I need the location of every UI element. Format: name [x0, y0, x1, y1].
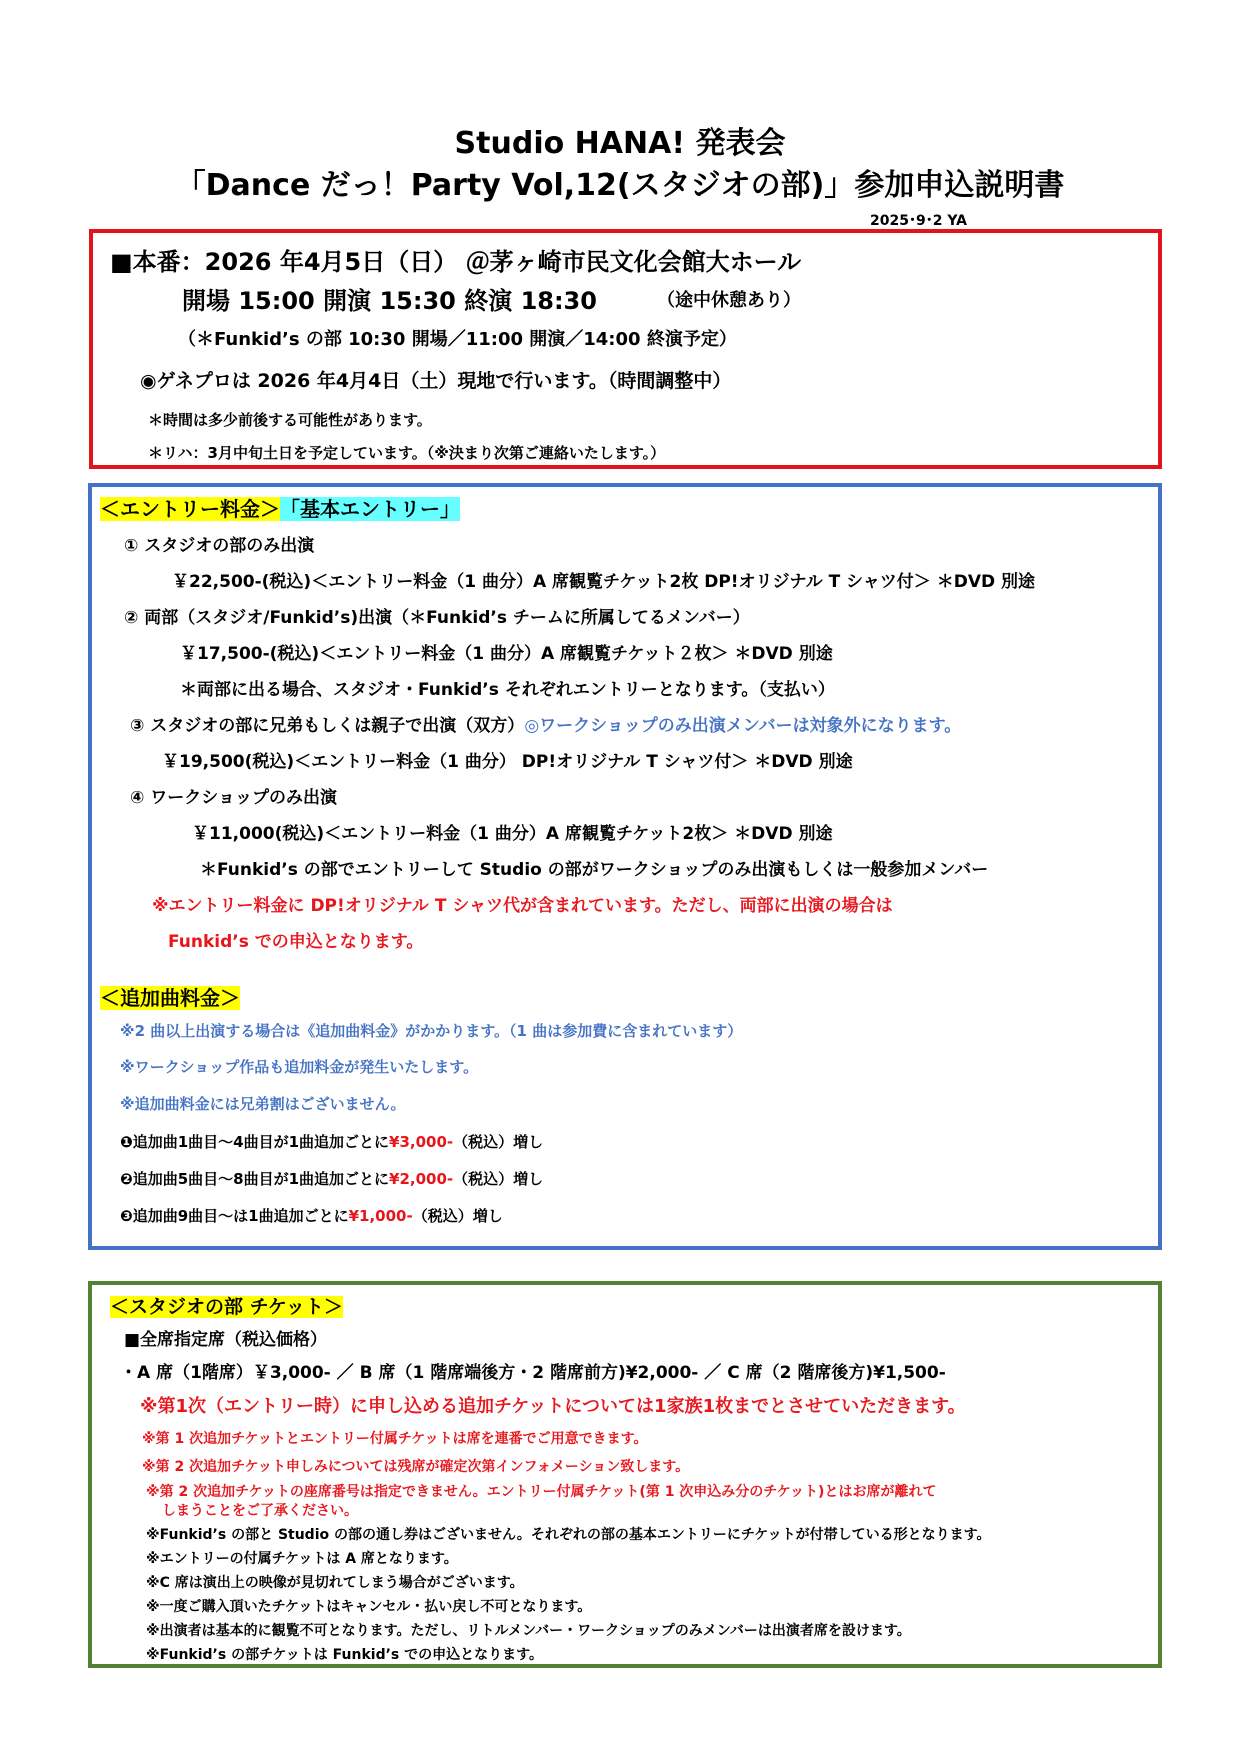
- entry-item-3-title: ③ スタジオの部に兄弟もしくは親子で出演（双方）: [130, 716, 525, 736]
- additional-row-1-text: ❶追加曲1曲目～4曲目が1曲追加ごとに: [120, 1133, 390, 1151]
- ticket-heading: ＜スタジオの部 チケット＞: [110, 1296, 343, 1318]
- additional-row-2-text: ❷追加曲5曲目～8曲目が1曲追加ごとに: [120, 1170, 390, 1188]
- entry-item-3-price: ￥19,500(税込)＜エントリー料金（1 曲分） DP!オリジナル T シャツ付＞ ＊DVD 別途: [162, 752, 853, 772]
- ticket-prices: ・A 席（1階席）￥3,000- ／ B 席（1 階席端後方・2 階席前方)¥2,000- ／ C 席（2 階席後方)¥1,500-: [120, 1363, 946, 1383]
- show-times-note: （途中休憩あり）: [657, 290, 801, 311]
- additional-row-1-suffix: （税込）増し: [453, 1133, 544, 1151]
- additional-note-1: ※2 曲以上出演する場合は《追加曲料金》がかかります。（1 曲は参加費に含まれています）: [120, 1022, 743, 1040]
- ticket-red-note-3a: ※第 2 次追加チケットの座席番号は指定できません。エントリー付属チケット(第 1 次申込み分のチケット)とはお席が離れて: [146, 1484, 937, 1500]
- ticket-note-4: ※一度ご購入頂いたチケットはキャンセル・払い戻し不可となります。: [146, 1599, 592, 1615]
- funkids-times: （＊Funkid’s の部 10:30 開場／11:00 開演／14:00 終演予定）: [178, 329, 737, 350]
- note-time: ＊時間は多少前後する可能性があります。: [148, 411, 432, 429]
- ticket-note-6: ※Funkid’s の部チケットは Funkid’s での申込となります。: [146, 1647, 544, 1663]
- show-times: 開場 15:00 開演 15:30 終演 18:30: [182, 287, 597, 315]
- entry-item-3-row: [130, 711, 961, 736]
- ticket-note-3: ※C 席は演出上の映像が見切れてしまう場合がございます。: [146, 1575, 524, 1591]
- document-subtitle: 「Dance だっ！Party Vol,12(スタジオの部)」参加申込説明書: [175, 168, 1065, 203]
- ticket-note-5: ※出演者は基本的に観覧不可となります。ただし、リトルメンバー・ワークショップのみメンバーは出演者席を設けます。: [146, 1623, 911, 1639]
- entry-heading-row: [100, 493, 460, 522]
- genepro-line: ◉ゲネプロは 2026 年4月4日（土）現地で行います。（時間調整中）: [140, 370, 732, 392]
- additional-fee-heading: ＜追加曲料金＞: [100, 986, 240, 1010]
- additional-note-3: ※追加曲料金には兄弟割はございません。: [120, 1095, 406, 1113]
- additional-heading-row: [100, 982, 240, 1011]
- additional-row-2: [120, 1168, 543, 1189]
- ticket-red-note-1: ※第 1 次追加チケットとエントリー付属チケットは席を連番でご用意できます。: [142, 1431, 648, 1447]
- additional-row-2-price: ¥2,000-: [389, 1170, 454, 1188]
- additional-row-2-suffix: （税込）増し: [453, 1170, 544, 1188]
- entry-item-1-price: ￥22,500-(税込)＜エントリー料金（1 曲分）A 席観覧チケット2枚 DP!オリジナル T シャツ付＞ ＊DVD 別途: [172, 572, 1036, 592]
- ticket-family-limit-warning: ※第1次（エントリー時）に申し込める追加チケットについては1家族1枚までとさせていただきます。: [140, 1396, 966, 1417]
- entry-fee-heading: ＜エントリー料金＞: [100, 497, 280, 521]
- ticket-red-note-3b: しまうことをご了承ください。: [162, 1503, 358, 1519]
- entry-item-2-price: ￥17,500-(税込)＜エントリー料金（1 曲分）A 席観覧チケット２枚＞ ＊DVD 別途: [180, 644, 833, 664]
- entry-warning-line-1: ※エントリー料金に DP!オリジナル T シャツ代が含まれています。ただし、両部に出演の場合は: [152, 896, 893, 916]
- additional-row-1: [120, 1131, 543, 1152]
- entry-item-3-exclusion: ◎ワークショップのみ出演メンバーは対象外になります。: [524, 716, 962, 736]
- additional-row-1-price: ¥3,000-: [389, 1133, 454, 1151]
- ticket-note-1: ※Funkid’s の部と Studio の部の通し券はございません。それぞれの部の基本エントリーにチケットが付帯している形となります。: [146, 1527, 991, 1543]
- ticket-heading-row: [110, 1292, 343, 1319]
- entry-item-1-title: ① スタジオの部のみ出演: [124, 536, 315, 556]
- ticket-red-note-2: ※第 2 次追加チケット申しみについては残席が確定次第インフォメーション致します。: [142, 1459, 690, 1475]
- additional-row-3: [120, 1205, 503, 1226]
- main-show-line: ■本番：2026 年4月5日（日） ＠茅ヶ崎市民文化会館大ホール: [110, 248, 802, 276]
- entry-item-2-title: ② 両部（スタジオ/Funkid’s)出演（＊Funkid’s チームに所属してるメンバー）: [124, 608, 750, 628]
- basic-entry-heading: 「基本エントリー」: [280, 497, 460, 521]
- additional-row-3-price: ¥1,000-: [348, 1207, 413, 1225]
- additional-row-3-text: ❸追加曲9曲目～は1曲追加ごとに: [120, 1207, 349, 1225]
- entry-item-4-price: ￥11,000(税込)＜エントリー料金（1 曲分）A 席観覧チケット2枚＞ ＊DVD 別途: [192, 824, 833, 844]
- document-title: Studio HANA! 発表会: [454, 126, 786, 161]
- entry-item-2-note: ＊両部に出る場合、スタジオ・Funkid’s それぞれエントリーとなります。（支払い）: [180, 680, 835, 700]
- additional-note-2: ※ワークショップ作品も追加料金が発生いたします。: [120, 1058, 479, 1076]
- additional-row-3-suffix: （税込）増し: [412, 1207, 503, 1225]
- date-author: 2025･9･2 YA: [870, 213, 967, 229]
- entry-item-4-note: ＊Funkid’s の部でエントリーして Studio の部がワークショップのみ出演もしくは一般参加メンバー: [200, 860, 989, 880]
- ticket-note-2: ※エントリーの付属チケットは A 席となります。: [146, 1551, 458, 1567]
- entry-warning-line-2: Funkid’s での申込となります。: [168, 932, 424, 952]
- entry-item-4-title: ④ ワークショップのみ出演: [130, 788, 337, 808]
- ticket-subheading: ■全席指定席（税込価格）: [124, 1330, 328, 1350]
- note-reha: ＊リハ：3月中旬土日を予定しています。（※決まり次第ご連絡いたします。）: [148, 444, 666, 462]
